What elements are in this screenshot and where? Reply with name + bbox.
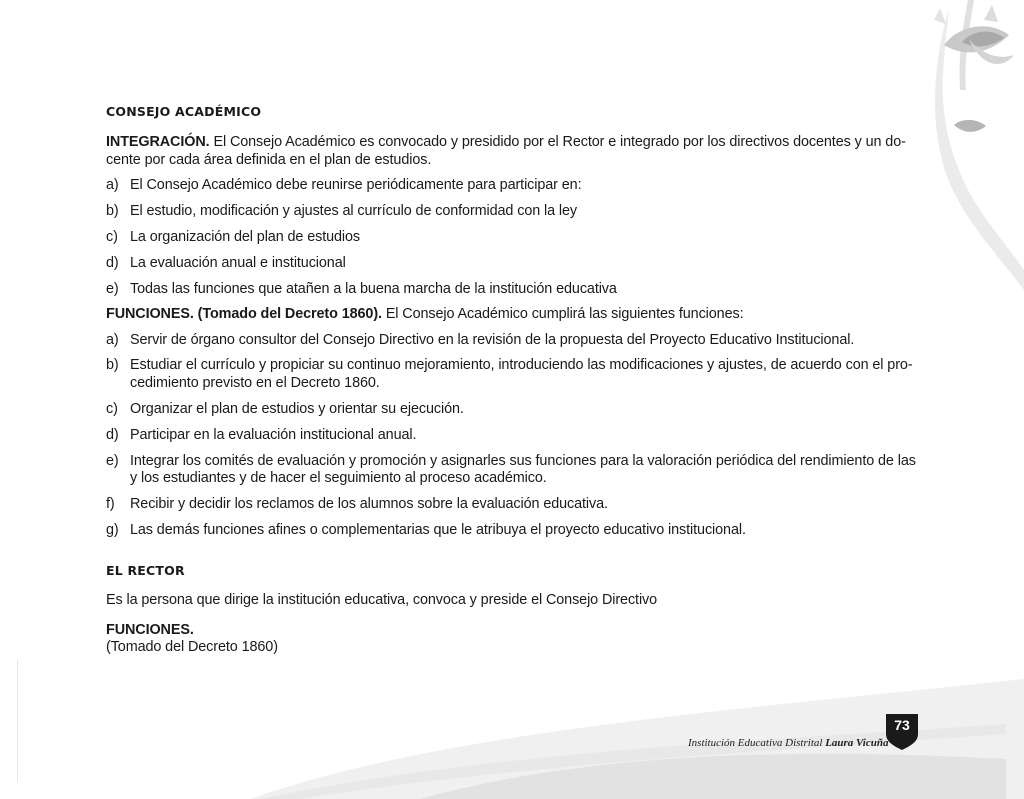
rector-functions-source: (Tomado del Decreto 1860) — [106, 639, 278, 656]
list-item — [106, 229, 918, 247]
list-marker: g) — [106, 521, 119, 538]
rector-functions-lead: FUNCIONES. — [106, 621, 194, 638]
page-number: 73 — [894, 717, 910, 733]
list-item — [106, 203, 918, 221]
list-item — [106, 453, 918, 488]
list-text: Integrar los comités de evaluación y promoción y asignarles sus funciones para la valoración periódica del rendimiento de las y los estudiantes y de hacer el seguimiento al proceso académico. — [130, 452, 916, 487]
list-text: La evaluación anual e institucional — [130, 254, 346, 271]
list-marker: b) — [106, 357, 119, 374]
section-heading-consejo-academico: CONSEJO ACADÉMICO — [106, 104, 262, 119]
section-heading-el-rector: EL RECTOR — [106, 563, 185, 579]
footer-institution — [688, 737, 888, 749]
list-text: Participar en la evaluación institucional anual. — [130, 426, 417, 443]
list-text: Estudiar el currículo y propiciar su continuo mejoramiento, introduciendo las modificaciones y ajustes, de acuerdo con el pro-cedimiento previsto en el Decreto 1860. — [130, 357, 913, 391]
list-marker: c) — [106, 400, 118, 417]
rector-intro: Es la persona que dirige la institución educativa, convoca y preside el Consejo Directivo — [106, 592, 658, 609]
list-text: Servir de órgano consultor del Consejo Directivo en la revisión de la propuesta del Proyecto Educativo Institucional. — [130, 331, 855, 348]
document-body — [106, 103, 918, 657]
list-text: Recibir y decidir los reclamos de los alumnos sobre la evaluación educativa. — [130, 496, 608, 513]
functions-lead: FUNCIONES. (Tomado del Decreto 1860). — [106, 306, 382, 323]
list-item — [106, 427, 918, 445]
integration-paragraph — [106, 134, 918, 169]
margin-rule — [17, 660, 18, 782]
list-text: Todas las funciones que atañen a la buena marcha de la institución educativa — [130, 280, 617, 297]
footer-institution-name: Laura Vicuña — [825, 737, 889, 749]
list-marker: d) — [106, 254, 119, 271]
list-marker: c) — [106, 228, 118, 245]
list-text: La organización del plan de estudios — [130, 228, 361, 245]
list-marker: e) — [106, 452, 119, 469]
list-marker: f) — [106, 496, 115, 513]
list-text: Las demás funciones afines o complementarias que le atribuya el proyecto educativo institucional. — [130, 521, 746, 538]
list-marker: a) — [106, 331, 119, 348]
list-item — [106, 357, 918, 392]
functions-text: El Consejo Académico cumplirá las siguientes funciones: — [385, 306, 744, 323]
list-text: Organizar el plan de estudios y orientar su ejecución. — [130, 400, 464, 417]
footer-institution-prefix: Institución Educativa Distrital — [688, 737, 823, 749]
swoosh-decoration — [0, 639, 1024, 799]
list-item — [106, 522, 918, 540]
list-item — [106, 177, 918, 195]
list-marker: b) — [106, 202, 119, 219]
integration-text: El Consejo Académico es convocado y presidido por el Rector e integrado por los directivos docentes y un do-cente por cada área definida en el plan de estudios. — [106, 134, 906, 168]
list-marker: a) — [106, 177, 119, 193]
integration-list — [106, 177, 918, 298]
list-item — [106, 332, 918, 350]
functions-paragraph — [106, 306, 918, 324]
list-item — [106, 255, 918, 273]
list-item — [106, 401, 918, 419]
list-item — [106, 496, 918, 514]
functions-list — [106, 332, 918, 540]
list-marker: d) — [106, 426, 119, 443]
list-text: El estudio, modificación y ajustes al currículo de conformidad con la ley — [130, 202, 578, 219]
rector-functions — [106, 622, 918, 657]
leaf-decoration-icon — [914, 0, 1024, 290]
list-text: El Consejo Académico debe reunirse periódicamente para participar en: — [130, 177, 582, 193]
list-marker: e) — [106, 280, 119, 297]
integration-lead: INTEGRACIÓN. — [106, 134, 210, 150]
list-item — [106, 281, 918, 299]
